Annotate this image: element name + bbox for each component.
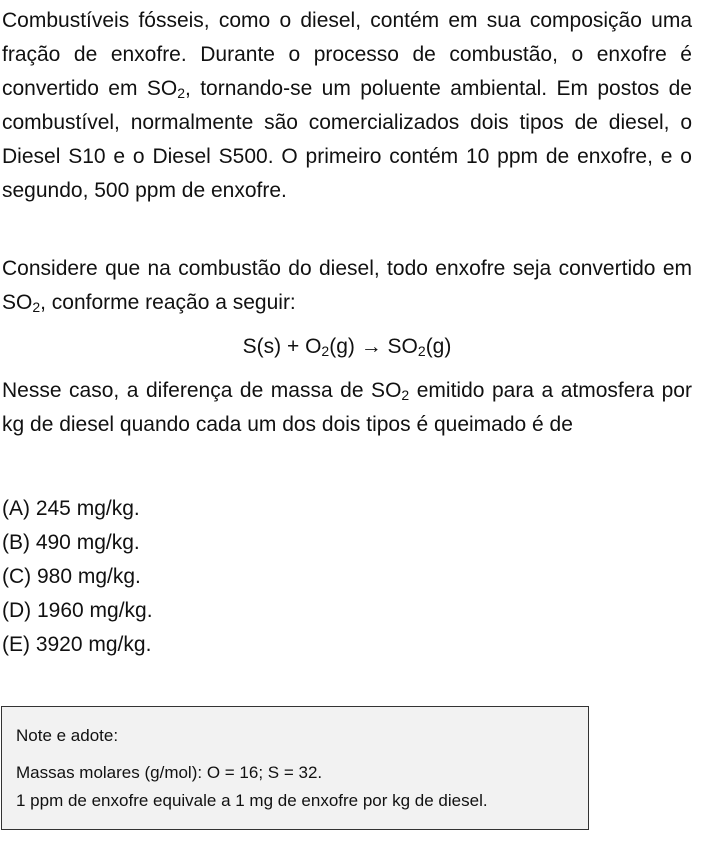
- question-paragraph: [2, 374, 692, 442]
- note-molar-masses: Massas molares (g/mol): O = 16; S = 32.: [16, 763, 323, 782]
- equation-part-c: (g): [425, 335, 452, 358]
- reaction-equation: [0, 330, 694, 364]
- equation-part-b: (g) → SO: [329, 335, 418, 358]
- equation-part-a: S(s) + O: [242, 335, 322, 358]
- equation-sub-2: 2: [417, 343, 426, 359]
- consider-text-b: , conforme reação a seguir:: [40, 291, 296, 314]
- consider-text-a: Considere que na combustão do diesel, todo enxofre seja convertido em SO: [2, 257, 692, 314]
- consider-subscript: 2: [32, 299, 41, 315]
- note-title: Note e adote:: [16, 726, 119, 745]
- intro-text-a: Combustíveis fósseis, como o diesel, contém em sua composição uma fração de enxofre. Durante o processo de combustão, o enxofre é convertido em SO: [2, 9, 692, 100]
- option-c[interactable]: (C) 980 mg/kg.: [2, 565, 141, 588]
- consider-paragraph: [2, 252, 692, 320]
- question-text-a: Nesse caso, a diferença de massa de SO: [2, 379, 402, 402]
- question-subscript: 2: [401, 387, 410, 403]
- answer-options: [2, 492, 153, 662]
- intro-text-b: , tornando-se um poluente ambiental. Em postos de combustível, normalmente são comercializados dois tipos de diesel, o Diesel S10 e o Diesel S500. O primeiro contém 10 ppm de enxofre, e o segundo, 500 ppm de enxofre.: [2, 77, 692, 202]
- option-e[interactable]: (E) 3920 mg/kg.: [2, 633, 152, 656]
- option-b[interactable]: (B) 490 mg/kg.: [2, 531, 140, 554]
- intro-paragraph: [2, 4, 692, 208]
- intro-subscript: 2: [177, 85, 185, 101]
- option-a[interactable]: (A) 245 mg/kg.: [2, 497, 140, 520]
- question-text-b: emitido para a atmosfera por kg de diesel quando cada um dos dois tipos é queimado é de: [2, 379, 692, 436]
- option-d[interactable]: (D) 1960 mg/kg.: [2, 599, 153, 622]
- equation-sub-1: 2: [321, 343, 330, 359]
- note-box: [1, 706, 589, 830]
- note-ppm-definition: 1 ppm de enxofre equivale a 1 mg de enxofre por kg de diesel.: [16, 791, 488, 810]
